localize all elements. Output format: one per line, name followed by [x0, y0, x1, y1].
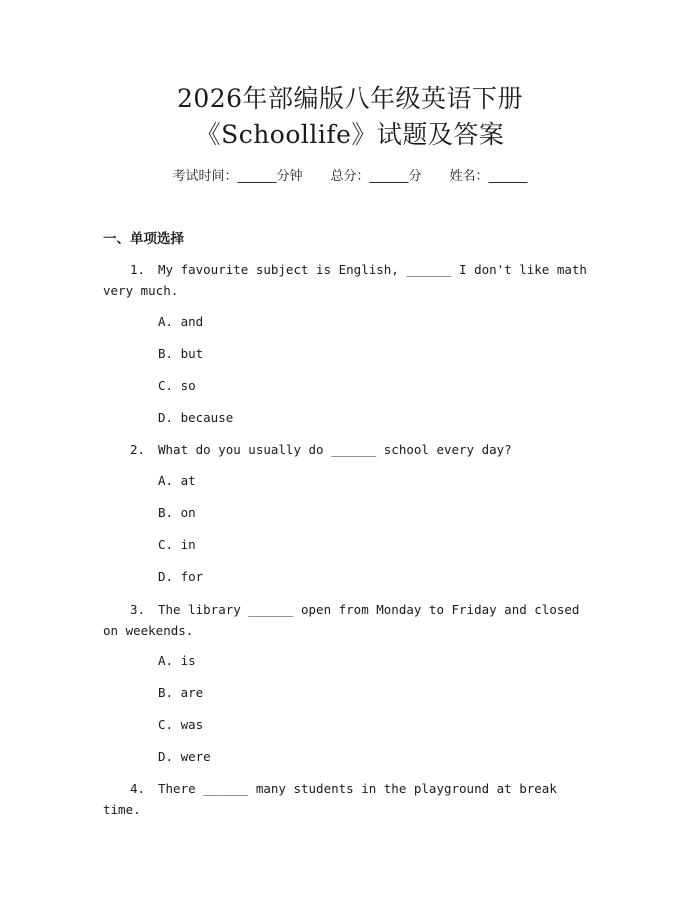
question-number: 3. — [130, 602, 146, 617]
question-number: 1. — [130, 262, 146, 277]
title-line-2: 《Schoollife》试题及答案 — [195, 120, 505, 149]
exam-score: 总分：______分 — [330, 169, 422, 184]
option: A. is — [158, 653, 196, 668]
question-2 — [103, 439, 593, 460]
question-number: 4. — [130, 781, 146, 796]
question-1 — [103, 259, 593, 301]
question-4 — [103, 778, 593, 820]
exam-meta — [0, 167, 700, 187]
exam-name: 姓名：______ — [449, 169, 528, 184]
option: C. so — [158, 378, 196, 393]
option: A. at — [158, 473, 196, 488]
option: D. were — [158, 749, 211, 764]
option: A. and — [158, 314, 204, 329]
section-title: 一、单项选择 — [103, 231, 184, 247]
exam-time: 考试时间：______分钟 — [172, 169, 303, 184]
option: C. was — [158, 717, 204, 732]
question-text: My favourite subject is English, ______ I don't like math very much. — [103, 262, 587, 298]
question-text: What do you usually do ______ school every day? — [158, 442, 512, 457]
title-line-1: 2026年部编版八年级英语下册 — [176, 84, 524, 113]
question-text: There ______ many students in the playground at break time. — [103, 781, 557, 817]
option: D. because — [158, 410, 234, 425]
question-3 — [103, 599, 593, 641]
option: B. on — [158, 505, 196, 520]
question-text: The library ______ open from Monday to Friday and closed on weekends. — [103, 602, 580, 638]
option: D. for — [158, 569, 204, 584]
question-number: 2. — [130, 442, 146, 457]
option: B. are — [158, 685, 204, 700]
option: B. but — [158, 346, 204, 361]
option: C. in — [158, 537, 196, 552]
